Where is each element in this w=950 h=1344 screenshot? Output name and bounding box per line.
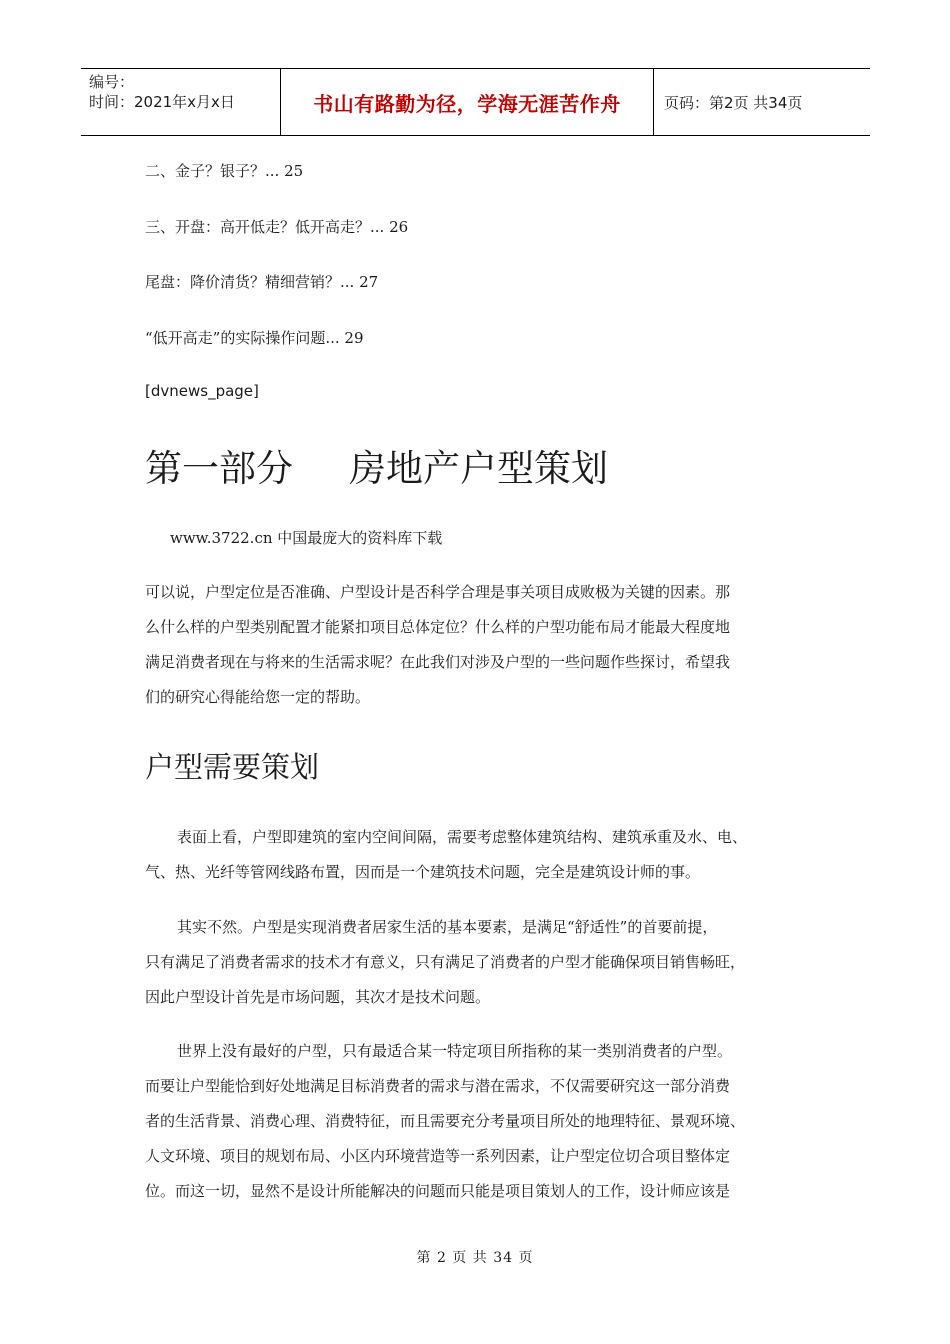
toc-item: “低开高走”的实际操作问题... 29 [145,329,364,347]
toc-item: 三、开盘：高开低走？低开高走？... 26 [145,218,409,236]
number-label: 编号： [89,73,135,91]
text-line: 其实不然。户型是实现消费者居家生活的基本要素，是满足“舒适性”的首要前提， [177,918,718,936]
text-line: 因此户型设计首先是市场问题，其次才是技术问题。 [145,988,491,1006]
text-line: 位。而这一切，显然不是设计所能解决的问题而只能是项目策划人的工作，设计师应该是 [145,1182,731,1200]
part-heading [145,438,608,492]
text-line: 者的生活背景、消费心理、消费特征，而且需要充分考量项目所处的地理特征、景观环境、 [145,1112,746,1130]
text-line: 们的研究心得能给您一定的帮助。 [145,688,371,706]
text-line: 表面上看，户型即建筑的室内空间间隔，需要考虑整体建筑结构、建筑承重及水、电、 [177,828,748,846]
text-line: 只有满足了消费者需求的技术才有意义，只有满足了消费者的户型才能确保项目销售畅旺， [145,953,746,971]
header-motto: 书山有路勤为径，学海无涯苦作舟 [281,69,654,135]
paragraph-3 [145,1034,810,1209]
paragraph-2 [145,910,810,1015]
text-line: 气、热、光纤等管网线路布置，因而是一个建筑技术问题，完全是建筑设计师的事。 [145,863,701,881]
header-page-info: 页码：第2页 共34页 [664,93,803,112]
header-meta [81,69,281,135]
time-label: 时间：2021年x月x日 [89,93,235,111]
text-line: 么什么样的户型类别配置才能紧扣项目总体定位？什么样的户型功能布局才能最大程度地 [145,618,731,636]
text-line: 可以说，户型定位是否准确、户型设计是否科学合理是事关项目成败极为关键的因素。那 [145,583,731,601]
source-line: www.3722.cn 中国最庞大的资料库下载 [170,529,443,547]
intro-paragraph [145,575,810,715]
text-line: 而要让户型能恰到好处地满足目标消费者的需求与潜在需求，不仅需要研究这一部分消费 [145,1077,731,1095]
section-heading: 户型需要策划 [145,750,320,784]
page-header [81,68,870,136]
paragraph-1 [145,820,810,890]
part-title: 房地产户型策划 [349,447,608,490]
page-footer: 第 2 页 共 34 页 [416,1250,534,1266]
text-line: 世界上没有最好的户型，只有最适合某一特定项目所指称的某一类别消费者的户型。 [177,1042,733,1060]
text-line: 人文环境、项目的规划布局、小区内环境营造等一系列因素，让户型定位切合项目整体定 [145,1147,731,1165]
toc-item: 尾盘：降价清货？精细营销？... 27 [145,273,379,291]
page-marker: [dvnews_page] [145,382,259,400]
text-line: 满足消费者现在与将来的生活需求呢？在此我们对涉及户型的一些问题作些探讨，希望我 [145,653,731,671]
toc-item: 二、金子？银子？... 25 [145,162,304,180]
part-label: 第一部分 [145,447,293,490]
